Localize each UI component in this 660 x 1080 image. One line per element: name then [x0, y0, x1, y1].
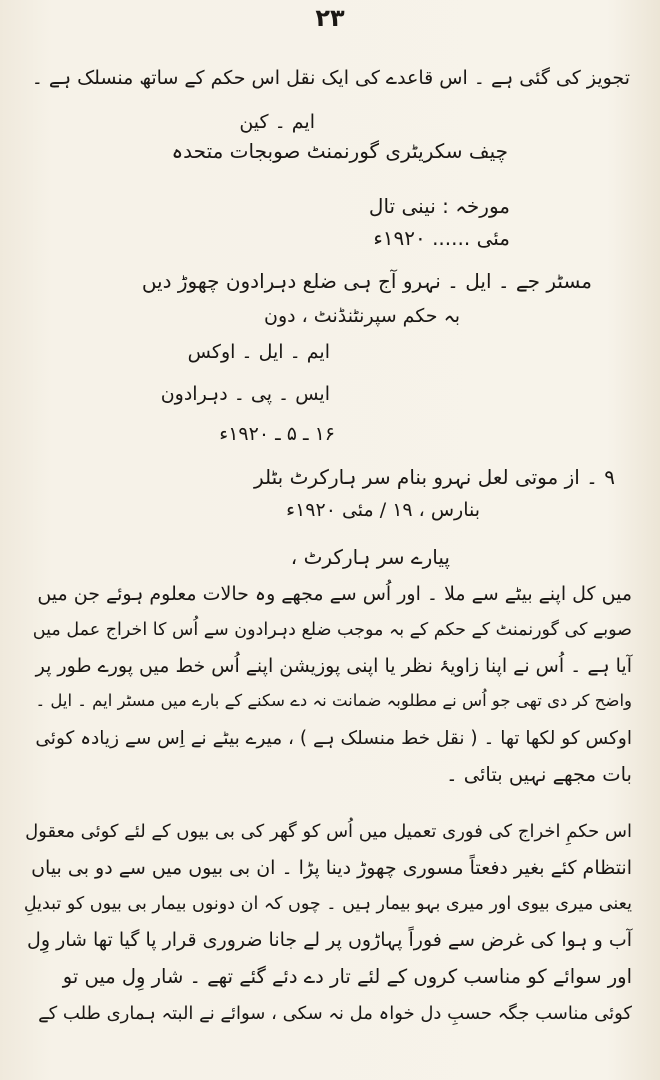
signatory-title: چیف سکریٹری گورنمنٹ صوبجات متحدہ: [171, 139, 508, 163]
order-line-1: مسٹر جے ۔ ایل ۔ نہرو آج ہی ضلع دہرادون چھوڑ دیں: [141, 269, 592, 293]
letter-body-line: صوبے کی گورنمنٹ کے حکم کے بہ موجب ضلع دہرادون سے اُس کا اخراج عمل میں: [32, 620, 632, 640]
letter-body-line: اور سوائے کو مناسب کروں کے لئے تار دے دئے گئے تھے ۔ شار وِل میں تو: [62, 965, 632, 988]
letter-body-line: میں کل اپنے بیٹے سے ملا ۔ اور اُس سے مجھے وہ حالات معلوم ہوئے جن میں: [37, 583, 632, 605]
order-line-4: ایس ۔ پی ۔ دہرادون: [160, 383, 330, 405]
letter-body-line: یعنی میری بیوی اور میری بہو بیمار ہیں ۔ چوں کہ ان دونوں بیمار بی بیوں کو تبدیلِ: [23, 894, 632, 914]
letter-body-line: آیا ہے ۔ اُس نے اپنا زاویۂ نظر یا اپنی پوزیشن اپنے اُس خط میں پورے طور پر: [35, 655, 632, 677]
page-number: ۲۳: [315, 4, 345, 32]
order-line-2: بہ حکم سپرنٹنڈنٹ ، دون: [264, 305, 460, 327]
letter-body-line: کوئی مناسب جگہ حسبِ دل خواہ مل نہ سکی ، سوائے نے البتہ ہماری طلب کے: [38, 1003, 632, 1024]
letter-body-line: انتظام کئے بغیر دفعتاً مسوری چھوڑ دینا پڑا ۔ ان بی بیوں میں سے دو بی بیاں: [31, 857, 632, 879]
order-line-3: ایم ۔ ایل ۔ اوکس: [187, 341, 330, 363]
continuation-line: تجویز کی گئی ہے ۔ اس قاعدے کی ایک نقل اس حکم کے ساتھ منسلک ہے ۔: [31, 67, 630, 89]
dateline-place: مورخہ : نینی تال: [368, 194, 510, 218]
signatory-name: ایم ۔ کین: [239, 111, 315, 133]
letter-heading: ۹ ۔ از موتی لعل نہرو بنام سر ہارکرٹ بٹلر: [253, 465, 615, 489]
letter-salutation: پیارے سر ہارکرٹ ،: [290, 545, 450, 569]
letter-body-line: اس حکمِ اخراج کی فوری تعمیل میں اُس کو گھر کی بی بیوں کے لئے کوئی معقول: [25, 821, 632, 842]
dateline-date: مئی ...... ۱۹۲۰ء: [373, 226, 510, 250]
letter-body-line: اوکس کو لکھا تھا ۔ ( نقل خط منسلک ہے ) ، میرے بیٹے نے اِس سے زیادہ کوئی: [35, 728, 632, 749]
letter-body-line: واضح کر دی تھی جو اُس نے مطلوبہ ضمانت نہ دے سکنے کے بارے میں مسٹر ایم ۔ ایل ۔: [35, 691, 632, 710]
letter-body-line: بات مجھے نہیں بتائی ۔: [446, 763, 632, 786]
order-line-5: ۱۶ ـ ۵ ـ ۱۹۲۰ء: [219, 423, 335, 445]
letter-body-line: آب و ہوا کی غرض سے فوراً پہاڑوں پر لے جانا ضروری قرار پا گیا تھا شار وِل: [27, 929, 632, 951]
letter-place-date: بنارس ، ۱۹ / مئی ۱۹۲۰ء: [286, 499, 480, 521]
